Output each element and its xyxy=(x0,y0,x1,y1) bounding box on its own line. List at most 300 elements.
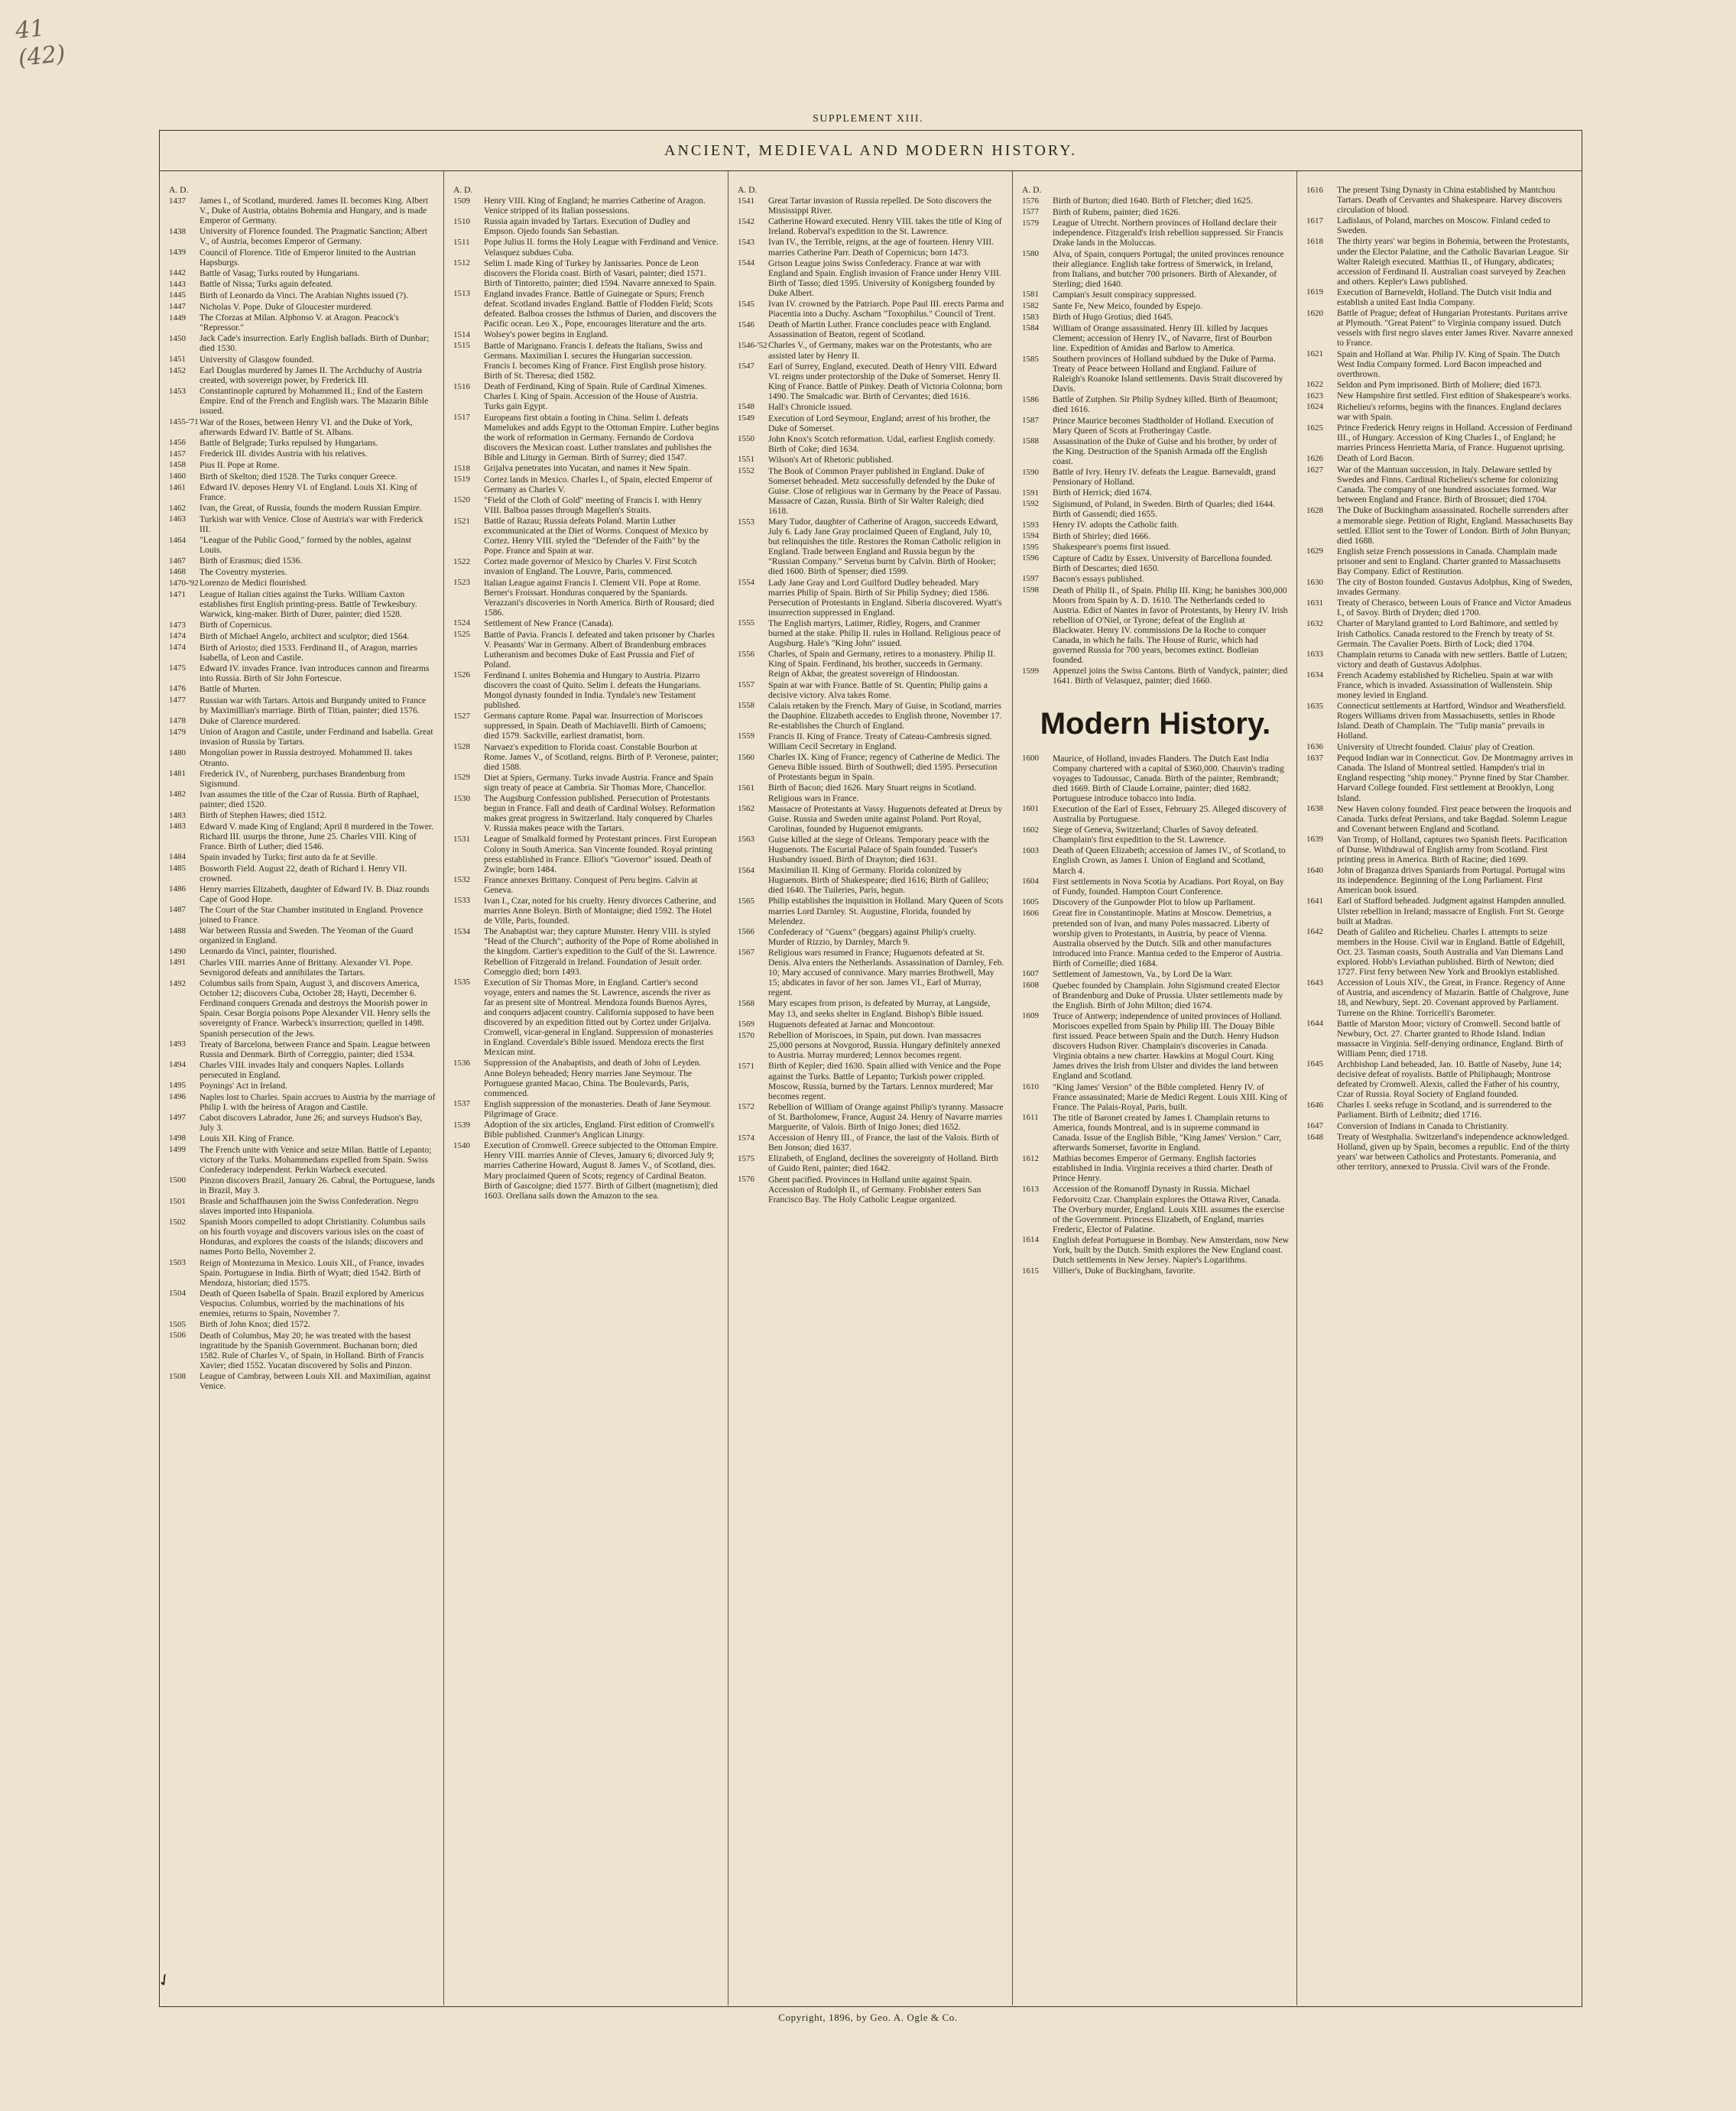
history-entry xyxy=(738,258,1004,298)
entry-events: English suppression of the monasteries. Death of Jane Seymour. Pilgrimage of Grace. xyxy=(484,1098,712,1119)
history-entry xyxy=(169,810,436,821)
entry-year: 1623 xyxy=(1306,391,1323,400)
entry-year: 1536 xyxy=(453,1058,470,1068)
entry-year: 1608 xyxy=(1022,981,1039,991)
entry-events: Charter of Maryland granted to Lord Baltimore, and settled by Irish Catholics. Canada restored to the French by treaty of St. Germain. The Cavalier Poets. Birth of Lock; died 1704. xyxy=(1337,618,1559,649)
entry-events: James I., of Scotland, murdered. James II. becomes King. Albert V., Duke of Austria, obtains Bohemia and Hungary, and is made Emperor of Germany. xyxy=(200,196,429,226)
history-entry xyxy=(453,237,720,257)
history-entry xyxy=(1022,488,1289,498)
entry-year: 1530 xyxy=(453,793,470,803)
history-entry xyxy=(738,402,1004,413)
entry-events: Wilson's Art of Rhetoric published. xyxy=(768,454,894,465)
history-entry xyxy=(738,783,1004,803)
entry-year: 1594 xyxy=(1022,531,1039,541)
entry-year: 1475 xyxy=(169,663,186,673)
history-entry xyxy=(169,643,436,663)
entry-events: Ferdinand I. unites Bohemia and Hungary to Austria. Pizarro discovers the coast of Quito. Selim I. defeats the Hungarians. Mongol dynasty founded in India. Tyndale's new Testament published. xyxy=(484,670,701,711)
history-entry xyxy=(738,927,1004,947)
history-entry xyxy=(169,1081,436,1091)
entry-year: 1518 xyxy=(453,463,470,473)
entry-year: 1513 xyxy=(453,289,470,299)
entry-events: Cabot discovers Labrador, June 26; and surveys Hudson's Bay, July 3. xyxy=(200,1112,423,1133)
entry-events: Guise killed at the siege of Orleans. Temporary peace with the Huguenots. The Escurial Palace of Spain founded. Tusser's Husbandry issued. Birth of Drayton; died 1631. xyxy=(768,834,990,865)
entry-events: Pius II. Pope at Rome. xyxy=(200,459,280,470)
entry-events: Accession of Louis XIV., the Great, in France. Regency of Anne of Austria, and ascendency of Mazarin. Battle of Chalgrove, June 18, and Newbury, Sept. 20. Covenant approved by Parliament. Turrene on the Rhine. Torricelli's Barometer. xyxy=(1337,978,1569,1018)
history-entry xyxy=(738,752,1004,782)
history-entry xyxy=(453,463,720,474)
history-entry xyxy=(453,630,720,670)
entry-year: 1605 xyxy=(1022,897,1039,907)
entry-year: 1588 xyxy=(1022,436,1039,446)
entry-events: Ivan IV., the Terrible, reigns, at the age of fourteen. Henry VIII. marries Catherine Parr. Death of Copernicus; born 1473. xyxy=(768,237,995,258)
entry-events: Ivan, the Great, of Russia, founds the modern Russian Empire. xyxy=(200,503,422,514)
history-entry xyxy=(1306,505,1574,545)
history-entry xyxy=(1022,1235,1289,1265)
entry-events: Russian war with Tartars. Artois and Burgundy united to France by Maximillian's marriage. Birth of Titian, painter; died 1576. xyxy=(200,695,427,715)
column-3 xyxy=(728,171,1013,2006)
entry-events: Spain invaded by Turks; first auto da fe at Seville. xyxy=(200,851,378,862)
history-entry xyxy=(169,196,436,225)
entry-year: 1553 xyxy=(738,517,754,527)
entry-events: Lady Jane Gray and Lord Guilford Dudley beheaded. Mary marries Philip of Spain. Birth of Sir Philip Sydney; died 1586. Persecution of Protestants in England. Siberia discovered. Wyatt's insurrection suppressed in England. xyxy=(768,577,1002,618)
history-entry xyxy=(1306,308,1574,348)
entry-events: Massacre of Protestants at Vassy. Huguenots defeated at Dreux by Guise. Russia and Sweden unite against Poland. Port Royal, Carolinas, founded by Huguenot emigrants. xyxy=(768,803,1003,834)
entry-year: 1554 xyxy=(738,578,754,588)
entry-year: 1561 xyxy=(738,783,754,793)
history-entry xyxy=(453,875,720,895)
entry-events: Death of Columbus, May 20; he was treated with the basest ingratitude by the Spanish Government. Buchanan born; died 1582. Rule of Charles V., of Spain, in Holland. Birth of Francis Xavier; died 1552. Yucatan discovered by Solis and Pinzon. xyxy=(200,1330,424,1370)
entry-year: 1570 xyxy=(738,1030,754,1040)
entry-events: Birth of Hugo Grotius; died 1645. xyxy=(1053,312,1173,323)
entry-year: 1579 xyxy=(1022,218,1039,228)
entry-events: Leonardo da Vinci, painter, flourished. xyxy=(200,946,337,957)
entry-events: Pope Julius II. forms the Holy League with Ferdinand and Venice. Velasquez subdues Cuba. xyxy=(484,237,719,258)
history-entry xyxy=(169,279,436,290)
entry-events: Birth of Rubens, painter; died 1626. xyxy=(1053,206,1181,217)
history-entry xyxy=(1022,877,1289,897)
entry-year: 1500 xyxy=(169,1175,186,1185)
entry-year: 1529 xyxy=(453,773,470,783)
entry-year: 1577 xyxy=(1022,207,1039,217)
history-entry xyxy=(169,978,436,1039)
entry-events: The Court of the Star Chamber instituted in England. Provence joined to France. xyxy=(200,904,423,925)
entry-events: Great Tartar invasion of Russia repelled. De Soto discovers the Mississippi River. xyxy=(768,196,991,216)
history-entry xyxy=(1306,546,1574,576)
entry-year: 1542 xyxy=(738,216,754,226)
history-entry xyxy=(738,578,1004,618)
entry-year: 1493 xyxy=(169,1039,186,1049)
entry-year: 1498 xyxy=(169,1133,186,1143)
anno-domini-label: A. D. xyxy=(453,185,473,195)
entry-events: Wolsey's power begins in England. xyxy=(484,329,608,340)
history-entry xyxy=(1306,804,1574,834)
entry-events: Earl Douglas murdered by James II. The Archduchy of Austria created, with sovereign power, by Frederick III. xyxy=(200,365,422,386)
history-entry xyxy=(1022,312,1289,323)
column-4-entries xyxy=(1022,185,1289,686)
entry-events: Ghent pacified. Provinces in Holland unite against Spain. Accession of Rudolph II., of Germany. Frobisher enters San Francisco Bay. The Holy Catholic League organized. xyxy=(768,1174,982,1205)
entry-events: Death of Philip II., of Spain. Philip III. King; he banishes 300,000 Moors from Spain by A. D. 1610. The Netherlands ceded to Austria. Edict of Nantes in favor of Protestants, by Henry IV. Irish rebellion of O'Niel, or Tyrone; defeat of the English at Blackwater. Henry IV. commissions De la Roche to conquer Canada, in which he fails. The House of Ruric, which had governed Russia for 700 years, becomes extinct. Bodleian founded. xyxy=(1053,585,1288,666)
history-entry xyxy=(169,1133,436,1144)
entry-year: 1624 xyxy=(1306,402,1323,412)
entry-events: Champlain returns to Canada with new settlers. Battle of Lutzen; victory and death of Gustavus Adolphus. xyxy=(1337,649,1568,670)
entry-year: 1576 xyxy=(1022,196,1039,206)
entry-year: 1483 xyxy=(169,810,186,820)
history-entry xyxy=(169,1196,436,1216)
entry-year: 1603 xyxy=(1022,845,1039,855)
entry-events: Sante Fe, New Meico, founded by Espejo. xyxy=(1053,300,1203,311)
entry-events: Ladislaus, of Poland, marches on Moscow. Finland ceded to Sweden. xyxy=(1337,216,1551,236)
entry-year: 1619 xyxy=(1306,287,1323,297)
entry-year: 1557 xyxy=(738,680,754,689)
history-entry xyxy=(169,365,436,385)
entry-events: Columbus sails from Spain, August 3, and discovers America, October 12; discovers Cuba, October 28; Hayti, December 6. Ferdinand conquers Grenada and destroys the Moorish power in Spain. Cesar Borgia poisons Pope Alexander VII. Henry sells the sovereignty of France. Warbeck's insurrection; quelled in 1498. Spanish persecution of the Jews. xyxy=(200,978,430,1039)
history-entry xyxy=(169,1319,436,1330)
entry-events: English seize French possessions in Canada. Champlain made prisoner and sent to England. Charter granted to Massachusetts Bay Company. Edict of Restitution. xyxy=(1337,546,1561,576)
entry-events: Battle of Prague; defeat of Hungarian Protestants. Puritans arrive at Plymouth. "Great Patent" to Virginia company issued. Dutch vessels with first negro slaves enter James River. Navarre annexed to France. xyxy=(1337,308,1573,349)
entry-year: 1633 xyxy=(1306,650,1323,660)
history-entry xyxy=(169,302,436,313)
history-entry xyxy=(169,290,436,301)
entry-events: Spain at war with France. Battle of St. Quentin; Philip gains a decisive victory. Alva takes Rome. xyxy=(768,679,988,700)
history-entry xyxy=(738,362,1004,401)
entry-year: 1598 xyxy=(1022,585,1039,595)
entry-events: Alva, of Spain, conquers Portugal; the united provinces renounce their allegiance. English take fortress of Smerwick, in Ireland, from Italians, and butcher 700 prisoners. Birth of Alexander, of Sterling; died 1640. xyxy=(1053,248,1284,289)
entry-year: 1494 xyxy=(169,1060,186,1070)
entry-events: Spain and Holland at War. Philip IV. King of Spain. The Dutch West India Company formed. Lord Bacon impeached and overthrown. xyxy=(1337,349,1560,379)
entry-events: Charles, of Spain and Germany, retires to a monastery. Philip II. King of Spain. Ferdinand, his brother, succeeds in Germany. Reign of Akbar, the greatest sovereign of Hindoostan. xyxy=(768,649,996,679)
entry-events: Naples lost to Charles. Spain accrues to Austria by the marriage of Philip I. with the heiress of Aragon and Castile. xyxy=(200,1091,436,1112)
history-entry xyxy=(1306,896,1574,926)
entry-year: 1496 xyxy=(169,1092,186,1102)
entry-year: 1528 xyxy=(453,742,470,752)
entry-events: New Haven colony founded. First peace between the Iroquois and Canada. Turks defeat Persians, and take Bagdad. Solemn League and Covenant between England and Scotland. xyxy=(1337,803,1572,834)
entry-year: 1517 xyxy=(453,413,470,423)
entry-year: 1505 xyxy=(169,1319,186,1329)
entry-year: 1559 xyxy=(738,731,754,741)
entry-year: 1468 xyxy=(169,567,186,577)
entry-events: Constantinople captured by Mohammed II.; End of the Eastern Empire. End of the French and English wars. The Mazarin Bible issued. xyxy=(200,386,429,417)
history-entry xyxy=(169,472,436,482)
history-entry xyxy=(169,268,436,279)
entry-events: Shakespeare's poems first issued. xyxy=(1053,542,1171,553)
entry-year: 1534 xyxy=(453,926,470,936)
history-entry xyxy=(453,793,720,833)
entry-events: The Coventry mysteries. xyxy=(200,566,287,577)
history-entry xyxy=(1306,618,1574,648)
history-entry xyxy=(169,226,436,246)
entry-events: Birth of John Knox; died 1572. xyxy=(200,1319,310,1330)
entry-events: Van Tromp, of Holland, captures two Spanish fleets. Pacification of Dunse. Withdrawal of English army from Scotland. First printing press in America. Birth of Racine; died 1699. xyxy=(1337,834,1568,865)
entry-year: 1539 xyxy=(453,1120,470,1130)
entry-year: 1508 xyxy=(169,1371,186,1381)
history-entry xyxy=(169,514,436,534)
entry-year: 1555 xyxy=(738,618,754,628)
entry-events: The thirty years' war begins in Bohemia, between the Protestants, under the Elector Palatine, and the Catholic Bavarian League. Sir Walter Raleigh executed. Matthias II., of Hungary, abdicates; accession of Ferdinand II. Australian coast surveyed by Zeachen and others. Kepler's Laws published. xyxy=(1337,236,1569,287)
entry-events: Birth of Bacon; died 1626. Mary Stuart reigns in Scotland. Religious wars in France. xyxy=(768,783,977,803)
entry-year: 1611 xyxy=(1022,1113,1039,1123)
history-entry xyxy=(738,948,1004,997)
entry-events: Truce of Antwerp; independence of united provinces of Holland. Moriscoes expelled from Spain by Philip III. The Douay Bible first issued. Peace between Spain and the Dutch. Henry Hudson discovers Hudson River. Champlain's discoveries in Canada. Virginia obtains a new charter. Hawkins at Mogul Court. King James drives the Irish from Ulster and divides the land between England and Scotland. xyxy=(1053,1010,1282,1081)
history-entry xyxy=(453,516,720,556)
entry-events: Henry VIII. King of England; he marries Catherine of Aragon. Venice stripped of its Italian possessions. xyxy=(484,196,706,216)
history-entry xyxy=(1306,835,1574,864)
entry-year: 1640 xyxy=(1306,865,1323,875)
history-entry xyxy=(1022,666,1289,686)
history-entry xyxy=(169,482,436,502)
history-entry xyxy=(453,670,720,710)
entry-events: France annexes Brittany. Conquest of Peru begins. Calvin at Geneva. xyxy=(484,874,698,895)
entry-year: 1510 xyxy=(453,216,470,226)
history-entry xyxy=(169,716,436,727)
entry-events: Spanish Moors compelled to adopt Christianity. Columbus sails on his fourth voyage and discovers various isles on the coast of Honduras, and explores the coasts of the islands; discovers and names Porto Bello, November 2. xyxy=(200,1217,426,1257)
history-entry xyxy=(1306,380,1574,391)
entry-year: 1511 xyxy=(453,237,470,247)
entry-events: Rebellion of Moriscoes, in Spain, put down. Ivan massacres 25,000 persons at Novgorod, Russia. Hungary definitely annexed to Austria. Murray murdered; Lennox becomes regent. xyxy=(768,1030,1001,1061)
entry-events: Mary escapes from prison, is defeated by Murray, at Langside, May 13, and seeks shelter in England. Bishop's Bible issued. xyxy=(768,998,991,1019)
history-entry xyxy=(1022,1153,1289,1183)
entry-events: Birth of Copernicus. xyxy=(200,620,272,631)
entry-events: Execution of the Earl of Essex, February 25. Alleged discovery of Australia by Portuguese. xyxy=(1053,803,1287,825)
entry-year: 1574 xyxy=(738,1133,754,1143)
entry-year: 1582 xyxy=(1022,301,1039,311)
entry-events: University of Glasgow founded. xyxy=(200,354,314,365)
entry-events: Calais retaken by the French. Mary of Guise, in Scotland, marries the Dauphine. Elizabeth accedes to English throne, November 17. Re-establishes the Church of England. xyxy=(768,700,1002,731)
entry-year: 1636 xyxy=(1306,742,1323,752)
entry-events: University of Utrecht founded. Claius' play of Creation. xyxy=(1337,741,1535,752)
entry-year: 1597 xyxy=(1022,574,1039,584)
entry-year: 1599 xyxy=(1022,666,1039,676)
entry-events: The Anabaptist war; they capture Munster. Henry VIII. is styled "Head of the Church"; authority of the Pope of Rome abolished in the kingdom. Cartier's expedition to the Gulf of the St. Lawrence. Rebellion of Fitzgerald in Ireland. Foundation of Jesuit order. Comeggio died; born 1493. xyxy=(484,926,719,977)
entry-events: Earl of Stafford beheaded. Judgment against Hampden annulled. Ulster rebellion in Ireland; massacre of English. Fort St. George built at Madras. xyxy=(1337,896,1566,926)
history-entry xyxy=(169,958,436,978)
history-entry xyxy=(453,711,720,741)
history-entry xyxy=(169,1175,436,1195)
history-entry xyxy=(169,438,436,449)
entry-events: Grijalva penetrates into Yucatan, and names it New Spain. xyxy=(484,463,691,474)
entry-year: 1537 xyxy=(453,1099,470,1109)
entry-year: 1478 xyxy=(169,716,186,726)
entry-events: Italian League against Francis I. Clement VII. Pope at Rome. Berner's Froissart. Honduras conquered by the Spaniards. Verazzani's discoveries in North America. Birth of Rousard; died 1586. xyxy=(484,577,715,618)
history-entry xyxy=(1022,394,1289,414)
entry-events: Henry marries Elizabeth, daughter of Edward IV. B. Diaz rounds Cape of Good Hope. xyxy=(200,884,430,904)
entry-events: Louis XII. King of France. xyxy=(200,1133,295,1143)
entry-year: 1644 xyxy=(1306,1019,1323,1029)
entry-year: 1639 xyxy=(1306,835,1323,845)
entry-year: 1641 xyxy=(1306,896,1323,906)
history-entry xyxy=(1022,897,1289,908)
entry-year: 1521 xyxy=(453,516,470,526)
entry-year: 1550 xyxy=(738,434,754,444)
history-entry xyxy=(1022,499,1289,519)
entry-events: The present Tsing Dynasty in China established by Mantchou Tartars. Death of Cervantes and Shakespeare. Harvey discovers circulation of blood. xyxy=(1337,185,1562,216)
history-entry xyxy=(453,742,720,772)
entry-events: Birth of Michael Angelo, architect and sculptor; died 1564. xyxy=(200,631,410,641)
entry-events: Grison League joins Swiss Confederacy. France at war with England and Spain. English invasion of France under Henry VIII. Birth of Tasso; died 1595. University of Konigsberg founded by Duke Albert. xyxy=(768,258,1001,298)
entry-year: 1535 xyxy=(453,978,470,987)
entry-year: 1646 xyxy=(1306,1100,1323,1110)
entry-events: Adoption of the six articles, England. First edition of Cromwell's Bible published. Cranmer's Anglican Liturgy. xyxy=(484,1120,715,1140)
entry-events: Birth of Ariosto; died 1533. Ferdinand II., of Aragon, marries Isabella, of Leon and Castile. xyxy=(200,642,417,663)
entry-events: Conversion of Indians in Canada to Christianity. xyxy=(1337,1120,1509,1131)
history-entry xyxy=(169,1289,436,1318)
entry-year: 1447 xyxy=(169,302,186,312)
history-entry xyxy=(1306,1019,1574,1059)
check-mark-icon: ✓ xyxy=(153,1968,176,1993)
entry-year: 1564 xyxy=(738,865,754,875)
history-entry xyxy=(738,1020,1004,1030)
entry-events: Jack Cade's insurrection. Early English ballads. Birth of Dunbar; died 1530. xyxy=(200,333,430,354)
history-entry xyxy=(1022,542,1289,553)
entry-events: Cortez lands in Mexico. Charles I., of Spain, elected Emperor of Germany as Charles V. xyxy=(484,474,712,495)
entry-year: 1514 xyxy=(453,329,470,339)
entry-year: 1477 xyxy=(169,696,186,705)
history-entry xyxy=(453,381,720,411)
history-entry xyxy=(738,896,1004,926)
entry-year: 1547 xyxy=(738,362,754,371)
history-entry xyxy=(453,1140,720,1201)
entry-events: Birth of Leonardo da Vinci. The Arabian Nights issued (?). xyxy=(200,290,408,300)
entry-year: 1509 xyxy=(453,196,470,206)
entry-year: 1483 xyxy=(169,822,186,832)
entry-year: 1562 xyxy=(738,804,754,814)
entry-year: 1558 xyxy=(738,701,754,711)
entry-events: Mary Tudor, daughter of Catherine of Aragon, succeeds Edward, July 6. Lady Jane Gray proclaimed Queen of England, July 10, but relinquishes the title. Restores the Roman Catholic religion in England. Trade between England and Russia begun by the "Russian Company." Servetus burnt by Calvin. Birth of Hooker; died 1600. Birth of Spenser; died 1599. xyxy=(768,517,1001,577)
entry-events: Birth of Shirley; died 1666. xyxy=(1053,530,1150,541)
entry-events: Ivan IV. crowned by the Patriarch. Pope Paul III. erects Parma and Piacentia into a Duchy. Ascham "Toxophilus." Council of Trent. xyxy=(768,299,1004,319)
entry-events: Elizabeth, of England, declines the sovereignty of Holland. Birth of Guido Reni, painter; died 1642. xyxy=(768,1153,999,1174)
history-entry xyxy=(1022,1266,1289,1276)
entry-events: Execution of Barneveldt, Holland. The Dutch visit India and establish a united East India Company. xyxy=(1337,287,1552,308)
history-entry xyxy=(1306,185,1574,215)
entry-events: Battle of Murten. xyxy=(200,683,261,694)
entry-events: William of Orange assassinated. Henry III. killed by Jacques Clement; accession of Henry IV., of Navarre, first of Bourbon line. Expedition of Amidas and Barlow to America. xyxy=(1053,323,1272,353)
entry-events: New Hampshire first settled. First edition of Shakespeare's works. xyxy=(1337,391,1572,401)
entry-year: 1587 xyxy=(1022,416,1039,426)
entry-year: 1457 xyxy=(169,449,186,459)
history-entry xyxy=(738,731,1004,751)
history-entry xyxy=(169,1092,436,1112)
history-entry xyxy=(453,578,720,618)
entry-events: Accession of Henry III., of France, the last of the Valois. Birth of Ben Jonson; died 1637. xyxy=(768,1133,999,1153)
entry-year: 1544 xyxy=(738,258,754,268)
modern-history-entries xyxy=(1022,754,1289,1276)
history-entry xyxy=(453,556,720,576)
history-entry xyxy=(1306,1121,1574,1132)
entry-events: Mongolian power in Russia destroyed. Mohammed II. takes Otranto. xyxy=(200,747,413,768)
history-entry xyxy=(1022,845,1289,875)
entry-events: Villier's, Duke of Buckingham, favorite. xyxy=(1053,1266,1196,1276)
entry-events: Union of Aragon and Castile, under Ferdinand and Isabella. Great invasion of Russia by Tartars. xyxy=(200,727,433,747)
history-entry xyxy=(1306,670,1574,700)
history-entry xyxy=(453,1058,720,1098)
entry-year: 1551 xyxy=(738,455,754,465)
entry-events: Selim I. made King of Turkey by Janissaries. Ponce de Leon discovers the Florida coast. Birth of Vasari, painter; died 1571. Birth of Tintoretto, painter; died 1594. Navarre annexed to Spain. xyxy=(484,258,716,288)
entry-events: Narvaez's expedition to Florida coast. Constable Bourbon at Rome. James V., of Scotland, reigns. Birth of P. Veronese, painter; died 1588. xyxy=(484,741,719,772)
entry-year: 1630 xyxy=(1306,577,1323,587)
entry-events: Southern provinces of Holland subdued by the Duke of Parma. Treaty of Peace between Holland and England. Failure of Raleigh's Roanoke Island settlements. Davis Strait discovered by Davis. xyxy=(1053,354,1283,394)
entry-year: 1504 xyxy=(169,1289,186,1299)
history-entry xyxy=(1022,301,1289,312)
history-entry xyxy=(1306,865,1574,895)
entry-events: Death of Galileo and Richelieu. Charles I. attempts to seize members in the House. Civil war in England. Battle of Edgehill, Oct. 23. Tasman coasts, South Australia and Van Diemans Land explored. Hobb's Leviathan published. Birth of Newton; died 1727. First ferry between New York and Brooklyn established. xyxy=(1337,926,1565,978)
history-entry xyxy=(1022,908,1289,968)
entry-year: 1452 xyxy=(169,365,186,375)
history-entry xyxy=(169,926,436,945)
entry-year: 1609 xyxy=(1022,1011,1039,1021)
entry-year: 1526 xyxy=(453,670,470,680)
entry-events: Execution of Cromwell. Greece subjected to the Ottoman Empire. Henry VIII. marries Annie of Cleves, January 6; divorced July 9; marries Catherine Howard, August 8. James V., of Scotland, dies. Mary proclaimed Queen of Scots; regency of Cardinal Beaton. Birth of Gascoigne; died 1577. Birth of Gilbert (magnetism); died 1603. Orellana sails down the Amazon to the sea. xyxy=(484,1140,719,1201)
entry-events: War of the Mantuan succession, in Italy. Delaware settled by Swedes and Finns. Cardinal Richelieu's scheme for colonizing Canada. The company of one hundred associates formed. War between England and France. Birth of Brossuet; died 1704. xyxy=(1337,465,1559,505)
history-entry xyxy=(1022,825,1289,845)
entry-events: Edward IV. invades France. Ivan introduces cannon and firearms into Russia. Birth of Sir John Fortescue. xyxy=(200,663,430,683)
entry-events: "League of the Public Good," formed by the nobles, against Louis. xyxy=(200,535,412,556)
entry-events: Execution of Lord Seymour, England; arrest of his brother, the Duke of Somerset. xyxy=(768,413,991,433)
history-entry xyxy=(1306,598,1574,618)
entry-events: Death of Queen Elizabeth; accession of James IV., of Scotland, to English Crown, as James I. Union of England and Scotland, March 4. xyxy=(1053,845,1286,876)
entry-events: Seldon and Pym imprisoned. Birth of Moliere; died 1673. xyxy=(1337,379,1542,390)
entry-year: 1437 xyxy=(169,196,186,206)
entry-year: 1541 xyxy=(738,196,754,206)
history-entry xyxy=(169,567,436,578)
history-entry xyxy=(169,696,436,715)
history-entry xyxy=(169,852,436,863)
entry-year: 1439 xyxy=(169,248,186,258)
history-entry xyxy=(1022,416,1289,436)
history-table xyxy=(159,130,1582,2007)
history-entry xyxy=(169,727,436,747)
history-entry xyxy=(169,790,436,809)
entry-year: 1648 xyxy=(1306,1132,1323,1142)
entry-events: Treaty of Barcelona, between France and Spain. League between Russia and Denmark. Birth of Correggio, painter; died 1534. xyxy=(200,1039,430,1059)
entry-events: League of Utrecht. Northern provinces of Holland declare their independence. Fitzgerald's Irish rebellion suppressed. Sir Francis Drake lands in the Moluccas. xyxy=(1053,218,1283,248)
entry-events: Pequod Indian war in Connecticut. Gov. De Montmagny arrives in Canada. The Island of Montreal settled. Hampden's trial in England respecting "ship money." Prynne fined by Star Chamber. Harvard College founded. First settlement at Brooklyn, Long Island. xyxy=(1337,753,1573,803)
copyright-line: Copyright, 1896, by Geo. A. Ogle & Co. xyxy=(778,2012,958,2023)
entry-events: Treaty of Westphalia. Switzerland's independence acknowledged. Holland, given up by Spain, becomes a republic. End of the thirty years' war between Catholics and Protestants. Pomerania, and other territory, annexed to Prussia. Civil wars of the Fronde. xyxy=(1337,1132,1570,1172)
entry-events: Edward IV. deposes Henry VI. of England. Louis XI. King of France. xyxy=(200,482,417,503)
history-entry xyxy=(169,684,436,695)
history-entry xyxy=(1022,1184,1289,1234)
entry-year: 1480 xyxy=(169,747,186,757)
entry-year: 1548 xyxy=(738,402,754,412)
entry-events: Frederick III. divides Austria with his relatives. xyxy=(200,449,368,459)
history-entry xyxy=(453,289,720,329)
entry-year: 1560 xyxy=(738,752,754,762)
history-entry xyxy=(169,1371,436,1391)
entry-year: 1634 xyxy=(1306,670,1323,680)
entry-year: 1506 xyxy=(169,1331,186,1341)
entry-year: 1584 xyxy=(1022,323,1039,333)
history-entry xyxy=(1022,323,1289,353)
entry-events: Catherine Howard executed. Henry VIII. takes the title of King of Ireland. Roberval's expedition to the St. Lawrence. xyxy=(768,216,1002,237)
history-entry xyxy=(169,1258,436,1288)
history-entry xyxy=(738,1102,1004,1132)
history-entry xyxy=(1022,290,1289,300)
entry-year: 1596 xyxy=(1022,553,1039,563)
entry-year: 1531 xyxy=(453,834,470,844)
history-entry xyxy=(1306,577,1574,597)
entry-events: Pinzon discovers Brazil, January 26. Cabral, the Portuguese, lands in Brazil, May 3. xyxy=(200,1175,435,1195)
entry-events: Death of Martin Luther. France concludes peace with England. Assassination of Beaton, regent of Scotland. xyxy=(768,319,991,340)
history-entry xyxy=(1306,650,1574,670)
entry-year: 1525 xyxy=(453,630,470,640)
entry-year: 1627 xyxy=(1306,465,1323,475)
history-entry xyxy=(169,417,436,437)
history-entry xyxy=(1022,1011,1289,1081)
entry-year: 1618 xyxy=(1306,236,1323,246)
history-entry xyxy=(738,1175,1004,1205)
entry-year: 1628 xyxy=(1306,505,1323,515)
entry-events: Birth of Herrick; died 1674. xyxy=(1053,488,1152,498)
